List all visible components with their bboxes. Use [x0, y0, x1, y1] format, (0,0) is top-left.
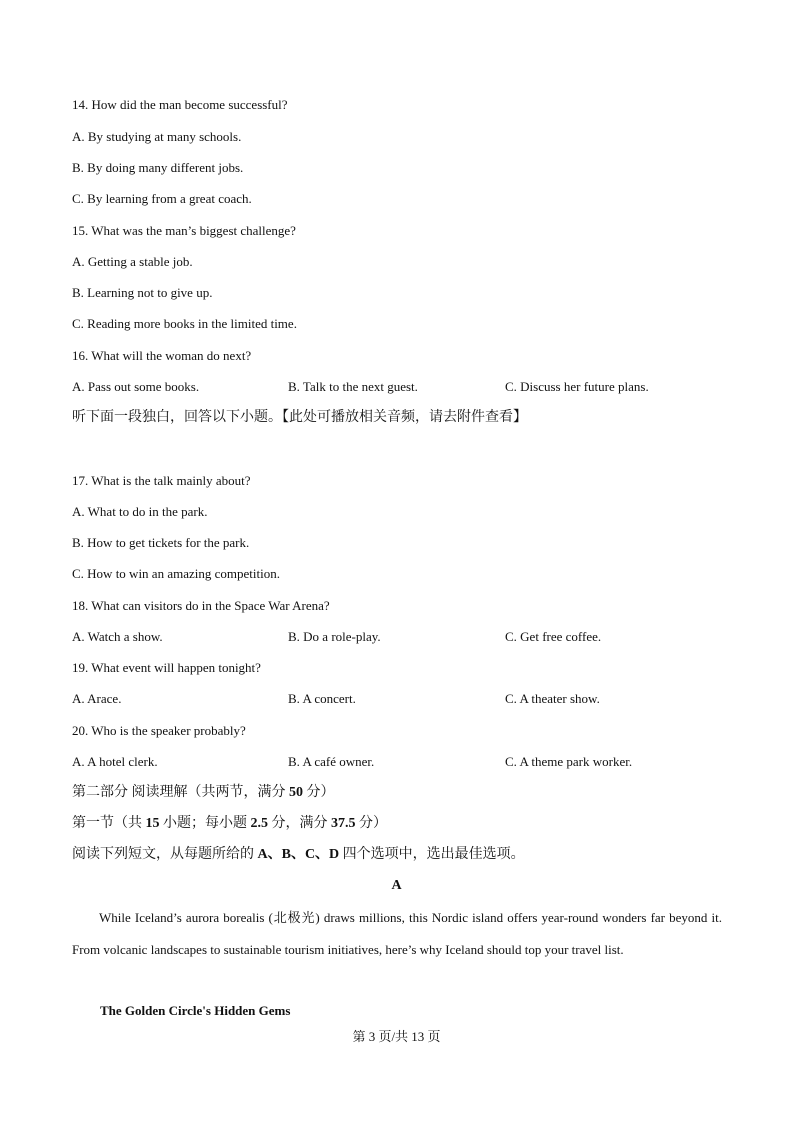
q16-question: 16. What will the woman do next? — [72, 348, 252, 363]
q14-question: 14. How did the man become successful? — [72, 97, 288, 112]
q18-option-a: A. Watch a show. — [72, 629, 163, 644]
passage-paragraph: While Iceland’s aurora borealis (北极光) draws millions, this Nordic island offers year-round wonders far beyond it. From volcanic landscapes to sustainable tourism initiatives, here’s why Iceland should top your travel list. — [72, 910, 722, 957]
q16-option-a: A. Pass out some books. — [72, 379, 200, 394]
q17-option-c: C. How to win an amazing competition. — [72, 566, 280, 581]
q20-option-a: A. A hotel clerk. — [72, 754, 158, 769]
q16-option-c: C. Discuss her future plans. — [505, 379, 649, 394]
reading-instruction: 阅读下列短文，从每题所给的 A、B、C、D 四个选项中，选出最佳选项。 — [72, 847, 525, 862]
q18-question: 18. What can visitors do in the Space War Arena? — [72, 598, 330, 613]
q18-option-c: C. Get free coffee. — [505, 629, 602, 644]
q19-option-b: B. A concert. — [288, 691, 356, 706]
q15-question: 15. What was the man’s biggest challenge? — [72, 223, 296, 238]
q17-option-b: B. How to get tickets for the park. — [72, 535, 250, 550]
q20-option-b: B. A café owner. — [288, 754, 375, 769]
page-number: 第 3 页/共 13 页 — [352, 1029, 441, 1044]
q16-option-b: B. Talk to the next guest. — [288, 379, 418, 394]
q18-option-b: B. Do a role-play. — [288, 629, 381, 644]
q14-option-c: C. By learning from a great coach. — [72, 191, 252, 206]
part2-title: 第二部分 阅读理解（共两节，满分 50 分） — [72, 785, 335, 800]
q20-question: 20. Who is the speaker probably? — [72, 723, 246, 738]
q19-option-c: C. A theater show. — [505, 691, 600, 706]
passage-heading: A — [391, 878, 402, 893]
q20-option-c: C. A theme park worker. — [505, 754, 633, 769]
q19-question: 19. What event will happen tonight? — [72, 660, 261, 675]
q14-option-b: B. By doing many different jobs. — [72, 160, 244, 175]
q17-option-a: A. What to do in the park. — [72, 504, 208, 519]
q17-question: 17. What is the talk mainly about? — [72, 473, 251, 488]
passage-subheading: The Golden Circle's Hidden Gems — [100, 1003, 291, 1018]
monologue-instruction: 听下面一段独白，回答以下小题。【此处可播放相关音频，请去附件查看】 — [72, 410, 527, 425]
q15-option-c: C. Reading more books in the limited time. — [72, 316, 297, 331]
q19-option-a: A. Arace. — [72, 691, 122, 706]
section1-title: 第一节（共 15 小题；每小题 2.5 分，满分 37.5 分） — [72, 816, 387, 831]
q15-option-a: A. Getting a stable job. — [72, 254, 193, 269]
q15-option-b: B. Learning not to give up. — [72, 285, 213, 300]
q14-option-a: A. By studying at many schools. — [72, 129, 242, 144]
